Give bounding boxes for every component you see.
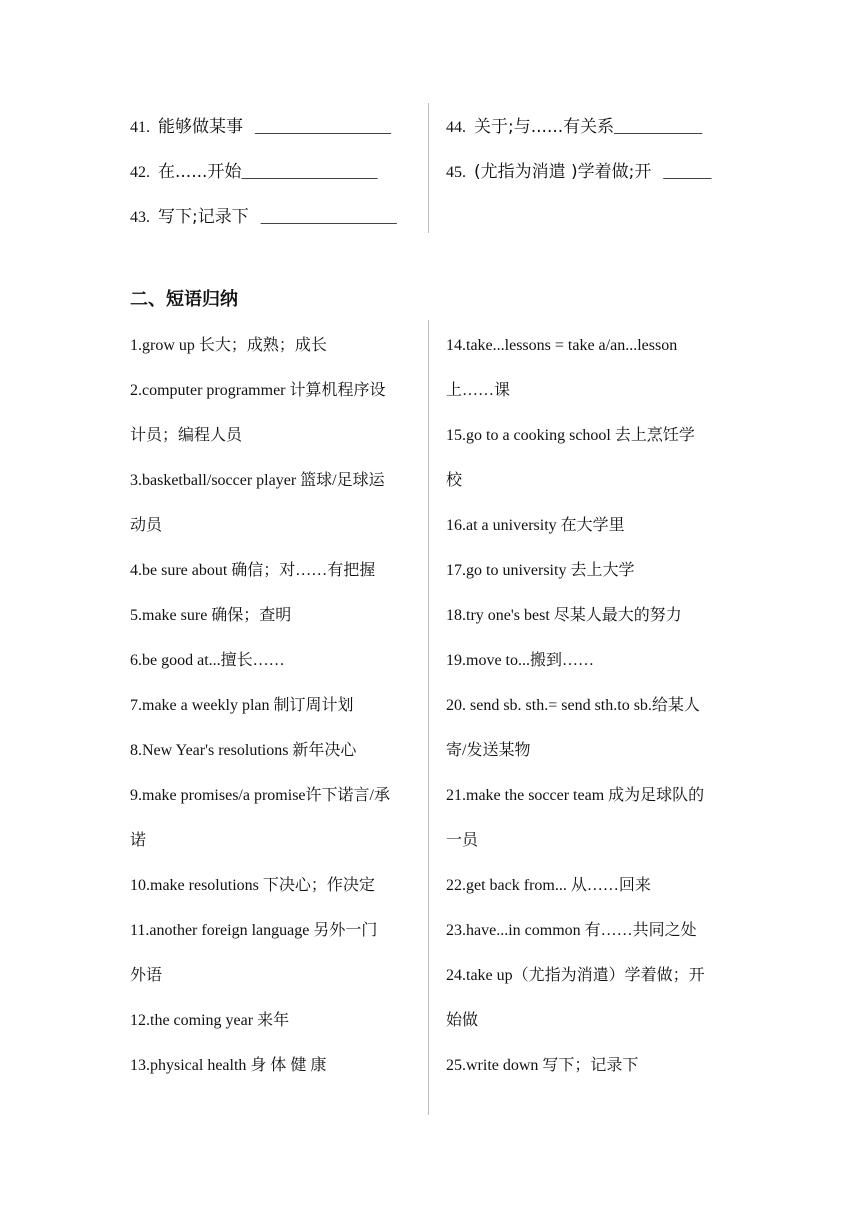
fill-item-41: 41. 能够做某事 _________________ <box>130 117 391 137</box>
fill-item-44: 44. 关于;与......有关系___________ <box>446 117 703 137</box>
fill-item-45: 45. (尤指为消遣 )学着做;开 ______ <box>446 162 712 182</box>
phrase-line: 18.try one's best 尽某人最大的努力 <box>446 607 682 624</box>
top-fill-in-block-right <box>446 105 711 195</box>
phrase-column-divider <box>428 320 429 1115</box>
answer-blank-43[interactable]: _________________ <box>260 209 397 226</box>
phrase-line: 15.go to a cooking school 去上烹饪学 <box>446 427 695 444</box>
phrase-line: 4.be sure about 确信；对……有把握 <box>130 562 376 579</box>
phrase-line: 5.make sure 确保；查明 <box>130 607 292 624</box>
phrase-line: 20. send sb. sth.= send sth.to sb.给某人 <box>446 697 700 714</box>
phrase-line: 7.make a weekly plan 制订周计划 <box>130 697 354 714</box>
phrase-line: 一员 <box>446 832 479 849</box>
top-column-divider <box>428 103 429 233</box>
phrase-line: 22.get back from... 从……回来 <box>446 877 651 894</box>
phrase-line: 12.the coming year 来年 <box>130 1012 290 1029</box>
section-title: 二、短语归纳 <box>130 289 238 310</box>
answer-blank-44[interactable]: ___________ <box>614 119 703 136</box>
phrase-line: 17.go to university 去上大学 <box>446 562 635 579</box>
phrase-line: 1.grow up 长大；成熟；成长 <box>130 337 327 354</box>
phrase-line: 计员；编程人员 <box>130 427 243 444</box>
phrase-line: 14.take...lessons = take a/an...lesson <box>446 337 678 354</box>
phrase-line: 21.make the soccer team 成为足球队的 <box>446 787 705 804</box>
phrase-line: 24.take up（尤指为消遣）学着做；开 <box>446 967 705 984</box>
answer-blank-45[interactable]: ______ <box>663 164 712 181</box>
phrase-line: 始做 <box>446 1012 479 1029</box>
phrase-line: 10.make resolutions 下决心；作决定 <box>130 877 375 894</box>
answer-blank-41[interactable]: _________________ <box>255 119 391 136</box>
phrase-line: 13.physical health 身 体 健 康 <box>130 1057 327 1074</box>
fill-item-42: 42. 在......开始_________________ <box>130 162 378 182</box>
phrase-line: 16.at a university 在大学里 <box>446 517 625 534</box>
phrase-line: 寄/发送某物 <box>446 742 531 759</box>
phrase-line: 25.write down 写下；记录下 <box>446 1057 639 1074</box>
phrase-line: 23.have...in common 有……共同之处 <box>446 922 697 939</box>
phrase-list-left <box>130 323 420 1088</box>
phrase-line: 诺 <box>130 832 147 849</box>
phrase-line: 上……课 <box>446 382 511 399</box>
phrase-line: 11.another foreign language 另外一门 <box>130 922 378 939</box>
phrase-list-right <box>446 323 736 1088</box>
phrase-line: 19.move to...搬到…… <box>446 652 594 669</box>
phrase-line: 外语 <box>130 967 163 984</box>
phrase-line: 3.basketball/soccer player 篮球/足球运 <box>130 472 385 489</box>
phrase-line: 2.computer programmer 计算机程序设 <box>130 382 386 399</box>
phrase-line: 8.New Year's resolutions 新年决心 <box>130 742 357 759</box>
answer-blank-42[interactable]: _________________ <box>241 164 378 181</box>
phrase-line: 6.be good at...擅长…… <box>130 652 285 669</box>
fill-item-43: 43. 写下;记录下 _________________ <box>130 207 397 227</box>
phrase-line: 校 <box>446 472 463 489</box>
top-fill-in-block <box>130 105 397 240</box>
phrase-line: 9.make promises/a promise许下诺言/承 <box>130 787 390 804</box>
phrase-line: 动员 <box>130 517 163 534</box>
